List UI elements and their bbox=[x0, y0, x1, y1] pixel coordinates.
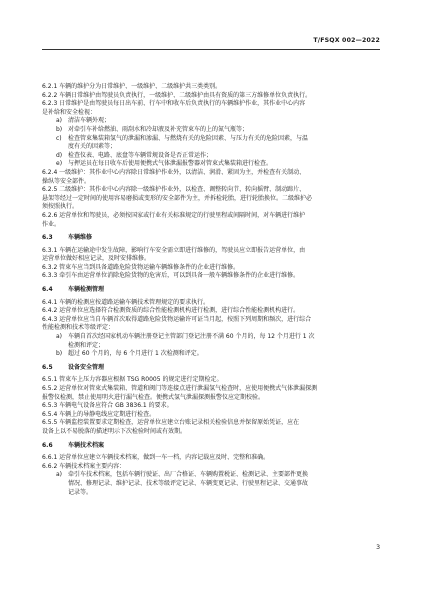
section-heading-6-6: 6.6 车辆技术档案 bbox=[42, 441, 105, 449]
paragraph-6-5-4: 6.5.4 车辆上的导静电线应定期进行检查。 bbox=[42, 410, 156, 418]
paragraph-6-3-2: 6.3.2 管束车应当到具备道路危险货物运输车辆维修条件的企业进行维修。 bbox=[42, 263, 240, 271]
paragraph-6-2-5-cont: 须按照执行。 bbox=[42, 203, 79, 211]
paragraph-6-2-2: 6.2.2 车辆日常维护由驾驶员负责执行，一级维护、二级维护由具有资质的第三方维修单位负责执行。 bbox=[42, 91, 312, 99]
section-heading-6-5: 6.5 设备安全管理 bbox=[42, 363, 105, 371]
paragraph-6-2-6: 6.2.6 运营单位和驾驶员，必须按国家或行业有关标准规定的行驶里程或间隔时间，对车辆进行维护 bbox=[42, 211, 306, 219]
list-item: a) 清洁车辆外观； bbox=[56, 117, 111, 125]
section-heading-6-3: 6.3 车辆维修 bbox=[42, 234, 93, 242]
paragraph-6-5-5-cont: 设备上以不易脱落的描述明示下次检验时间或有效期。 bbox=[42, 427, 187, 435]
paragraph-6-3-1: 6.3.1 车辆在运输途中发生故障，影响行车安全需立即进行维修的，驾驶员应立即报告运营单位，由 bbox=[42, 246, 306, 254]
list-item: b) 对牵引车补给燃油、雨刮水和冷却液及补充管束车的上的氮气瓶等； bbox=[56, 125, 249, 133]
header-divider bbox=[42, 49, 380, 50]
paragraph-6-5-3: 6.5.3 车辆电气设备应符合 GB 3836.1 的要求。 bbox=[42, 402, 173, 410]
paragraph-6-5-1: 6.5.1 管束车上压力容器应根据 TSG R0005 的规定进行定期检定。 bbox=[42, 376, 223, 384]
list-item: e) 与押运员在每日收车后使用便携式气体泄漏报警器对管束式集装箱进行检查。 bbox=[56, 160, 273, 168]
list-item-cont: 度有关的因素等； bbox=[68, 143, 117, 151]
paragraph-6-2-4: 6.2.4 一级维护：其作业中心内容除日常维护作业外，以清洁、润滑、紧固为主，并检查有关制动、 bbox=[42, 168, 306, 176]
paragraph-6-6-2: 6.6.2 车辆技术档案主要内容： bbox=[42, 462, 126, 470]
paragraph-6-4-2: 6.4.2 运营单位应选择符合检测资质的综合性能检测机构进行检测，进行综合性能检测机构进行。 bbox=[42, 307, 300, 315]
list-item: a) 车辆自首次经国家机动车辆注册登记主管部门登记注册不满 60 个月的，每 12 个月进行 1 次 bbox=[56, 333, 315, 341]
paragraph-6-5-2: 6.5.2 运营单位对管束式集装箱、管道和阀门等连接点进行泄漏氢气检查时，应使用便携式气体泄漏探测 bbox=[42, 385, 318, 392]
list-item: d) 检查仪表、电路、底盘等车辆常规设备是否正常运作； bbox=[56, 151, 213, 159]
list-item-cont: 情况、修理记录、维护记录、技术等级评定记录、车辆变更记录、行驶里程记录、交通事故 bbox=[68, 479, 309, 487]
paragraph-6-3-1-cont: 运营单位做好相应记录，及时安排维修。 bbox=[42, 255, 151, 263]
paragraph-6-4-3-cont: 性能检测和技术等级评定： bbox=[42, 324, 115, 332]
list-item-cont: 记录等。 bbox=[68, 488, 93, 496]
paragraph-6-2-6-cont: 作业。 bbox=[42, 220, 61, 228]
paragraph-6-5-5: 6.5.5 车辆监控装置要求定期检查，运营单位应建立台账记录相关检验信息并保留原始凭证，应在 bbox=[42, 419, 300, 427]
document-code: T/FSQX 002—2022 bbox=[313, 37, 380, 44]
list-item-cont: 检测和评定； bbox=[68, 341, 105, 349]
paragraph-6-2-4-cont: 操纵等安全部件。 bbox=[42, 177, 91, 185]
paragraph-6-4-1: 6.4.1 车辆的检测应按道路运输车辆技术管理规定的要求执行。 bbox=[42, 298, 210, 306]
page-number: 3 bbox=[376, 544, 380, 551]
paragraph-6-2-5-cont: 悬架等经过一定时间的使用容易磨损或变形的安全部件为主，并拆检轮胎，进行轮胎换位。二级维护必 bbox=[42, 194, 313, 202]
document-body bbox=[42, 83, 380, 497]
section-heading-6-4: 6.4 车辆检测管理 bbox=[42, 286, 105, 294]
paragraph-6-2-1: 6.2.1 车辆的维护分为日常维护、一级维护、二级维护共三类类别。 bbox=[42, 83, 222, 90]
paragraph-6-5-2-cont: 报警仪检测，禁止使用明火进行漏气检查。便携式氢气泄漏探测报警仪应定期校验。 bbox=[42, 393, 265, 401]
paragraph-6-4-3: 6.4.3 运营单位应当自车辆首次取得道路危险货物运输许可证当月起，按照下列周期和频次，进行综合 bbox=[42, 315, 312, 323]
list-item: b) 超过 60 个月的，每 6 个月进行 1 次检测和评定。 bbox=[56, 350, 203, 358]
paragraph-6-2-3-cont: 是补给和安全检视： bbox=[42, 108, 97, 116]
list-item: a) 牵引车技术档案，包括车辆行驶证、出厂合格证、车辆购置税证、检测记录、主要部件更换 bbox=[56, 471, 309, 479]
paragraph-6-2-5: 6.2.5 二级维护：其作业中心内容除一级维护作业外，以检查、调整转向节、转向摇臂、制动蹄片、 bbox=[42, 186, 306, 194]
paragraph-6-2-3: 6.2.3 日常维护是由驾驶员每日出车前、行车中和收车后负责执行的车辆维护作业，其作业中心内容 bbox=[42, 100, 306, 108]
paragraph-6-6-1: 6.6.1 运营单位应建立车辆技术档案，做到一车一档，内容记载应及时、完整和准确。 bbox=[42, 454, 270, 462]
list-item: c) 检查管束集装箱氢气的泄漏和渗漏、与燃烧有关的危险因素、与压力有关的危险因素，与温 bbox=[56, 134, 309, 142]
paragraph-6-3-3: 6.3.3 牵引车由运营单位消除危险货物的危害后，可以到具备一般车辆维修条件的企业进行维修。 bbox=[42, 272, 300, 280]
